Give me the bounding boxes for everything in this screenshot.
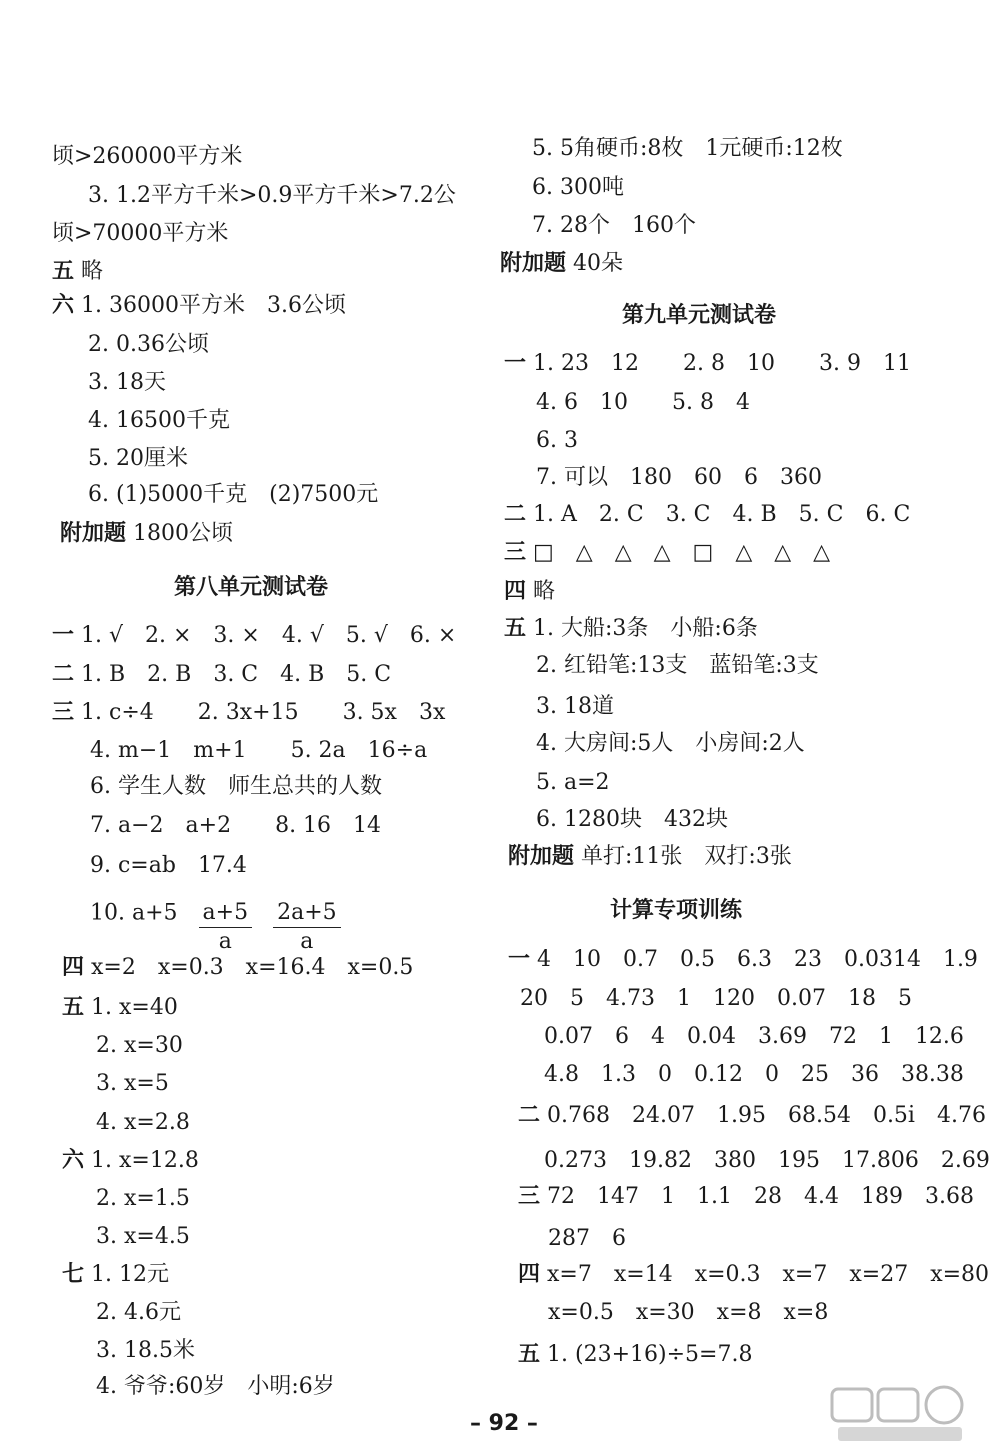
answer-line: 6. 1280块 432块 [536, 807, 728, 832]
section-marker: 三 [52, 700, 75, 725]
answer-line: 0.273 19.82̇ 380 195 17.806 2.69 [544, 1148, 990, 1173]
section-marker: 七 [62, 1262, 85, 1287]
answer-line: 7. 28个 160个 [532, 213, 696, 238]
answer-line: 一 1. √ 2. × 3. × 4. √ 5. √ 6. × [52, 621, 456, 651]
answer-line: 三 □ △ △ △ □ △ △ △ [504, 538, 830, 568]
section-marker: 五 [52, 259, 75, 284]
answer-line: 二 1. B 2. B 3. C 4. B 5. C [52, 660, 391, 690]
answer-line: x=0.5 x=30 x=8 x=8 [548, 1300, 829, 1325]
answer-line: 附加题 单打:11张 双打:3张 [508, 842, 792, 872]
answer-line: 3. 18.5米 [96, 1338, 195, 1363]
section-marker: 四 [518, 1262, 541, 1287]
answer-line: 2. x=1.5 [96, 1186, 190, 1211]
answer-line: 六 1. 36000平方米 3.6公顷 [52, 291, 346, 321]
section-marker: 二 [52, 662, 75, 687]
answer-line: 一 1. 23 12 2. 8 10 3. 9 11 [504, 349, 911, 379]
answer-line: 5. 5角硬币:8枚 1元硬币:12枚 [532, 136, 843, 161]
answer-line: 0.07 6 4 0.04 3.69 72 1 12.6 [544, 1024, 964, 1049]
section-marker: 二 [518, 1103, 541, 1128]
answer-line: 3. 18道 [536, 694, 614, 719]
answer-line: 6. 学生人数 师生总共的人数 [90, 774, 382, 799]
answer-line: 四 x=7 x=14 x=0.3 x=7 x=27 x=80 [518, 1260, 989, 1290]
answer-line: 7. 可以 180 60 6 360 [536, 465, 822, 490]
answer-line: 20 5 4.73 1 120 0.07 18 5 [520, 986, 912, 1011]
answer-line: 2. 4.6元 [96, 1300, 181, 1325]
answer-line: 4.8 1.3 0 0.12 0 25 36 38.38 [544, 1062, 964, 1087]
answer-line: 3. 1.2平方千米>0.9平方千米>7.2公 [88, 183, 456, 208]
answer-line: 10. a+5 $\frac{a+5}{a}$ $\frac{2a+5}{a}$ [90, 885, 341, 942]
section-marker: 一 [504, 351, 527, 376]
answer-line: 7. a−2 a+2 8. 16 14 [90, 813, 382, 838]
section-marker: 六 [52, 293, 75, 318]
answer-line: 5. a=2 [536, 770, 610, 795]
answer-line: 4. 6 10 5. 8 4 [536, 390, 750, 415]
answer-line: 五 1. 大船:3条 小船:6条 [504, 614, 758, 644]
answer-line: 三 72 147 1 1.1 28 4.4 189 3.68 [518, 1182, 974, 1212]
section-marker: 五 [62, 995, 85, 1020]
section-marker: 五 [504, 616, 527, 641]
answer-line: 6. 300吨 [532, 175, 624, 200]
section-marker: 六 [62, 1148, 85, 1173]
section-heading: 第九单元测试卷 [622, 303, 777, 328]
section-marker: 二 [504, 502, 527, 527]
answer-line: 4. x=2.8 [96, 1110, 190, 1135]
section-heading: 计算专项训练 [610, 898, 743, 923]
answer-line: 2. 0.36公顷 [88, 332, 209, 357]
answer-line: 4. 16500千克 [88, 408, 230, 433]
answer-line: 6. 3 [536, 428, 578, 453]
answer-line: 三 1. c÷4 2. 3x+15 3. 5x 3x [52, 698, 445, 728]
section-marker: 附加题 [60, 521, 127, 546]
section-marker: 一 [52, 623, 75, 648]
answer-line: 顷>260000平方米 [52, 144, 243, 169]
answer-line: 3. 18天 [88, 370, 166, 395]
page-number: – 92 – [470, 1411, 538, 1436]
answer-line: 顷>70000平方米 [52, 221, 229, 246]
answer-line: 五 1. (23+16)÷5=7.8 [518, 1340, 752, 1370]
section-marker: 四 [62, 955, 85, 980]
answer-line: 四 x=2 x=0.3 x=16.4 x=0.5 [62, 953, 413, 983]
answer-line: 4. 爷爷:60岁 小明:6岁 [96, 1374, 335, 1399]
answer-line: 3. x=5 [96, 1071, 169, 1096]
answer-line: 4. m−1 m+1 5. 2a 16÷a [90, 738, 428, 763]
answer-line: 二 0.768 24.07 1.95 68.54 0.5i̇ 4.76 [518, 1101, 986, 1131]
answer-line: 五 略 [52, 257, 103, 287]
answer-line: 3. x=4.5 [96, 1224, 190, 1249]
answer-line: 一 4 10 0.7 0.5 6.3 23 0.0314 1.9 [508, 945, 978, 975]
answer-line: 9. c=ab 17.4 [90, 853, 247, 878]
answer-line: 2. 红铅笔:13支 蓝铅笔:3支 [536, 653, 819, 678]
answer-line: 四 略 [504, 577, 555, 607]
watermark-logo [830, 1385, 970, 1445]
answer-line: 6. (1)5000千克 (2)7500元 [88, 482, 379, 507]
section-marker: 一 [508, 947, 531, 972]
answer-line: 二 1. A 2. C 3. C 4. B 5. C 6. C [504, 500, 910, 530]
section-marker: 三 [504, 540, 527, 565]
answer-line: 5. 20厘米 [88, 446, 188, 471]
section-marker: 五 [518, 1342, 541, 1367]
answer-line: 附加题 1800公顷 [60, 519, 233, 549]
answer-line: 附加题 40朵 [500, 249, 623, 279]
section-marker: 附加题 [508, 844, 575, 869]
answer-line: 287 6 [548, 1226, 626, 1251]
fraction: $\frac{a+5}{a}$ [199, 899, 253, 956]
answer-line: 2. x=30 [96, 1033, 183, 1058]
answer-line: 六 1. x=12.8 [62, 1146, 199, 1176]
answer-line: 五 1. x=40 [62, 993, 178, 1023]
section-marker: 三 [518, 1184, 541, 1209]
answer-line: 七 1. 12元 [62, 1260, 169, 1290]
answer-line: 4. 大房间:5人 小房间:2人 [536, 731, 805, 756]
section-heading: 第八单元测试卷 [174, 575, 329, 600]
section-marker: 附加题 [500, 251, 567, 276]
fraction: $\frac{2a+5}{a}$ [273, 899, 341, 956]
section-marker: 四 [504, 579, 527, 604]
